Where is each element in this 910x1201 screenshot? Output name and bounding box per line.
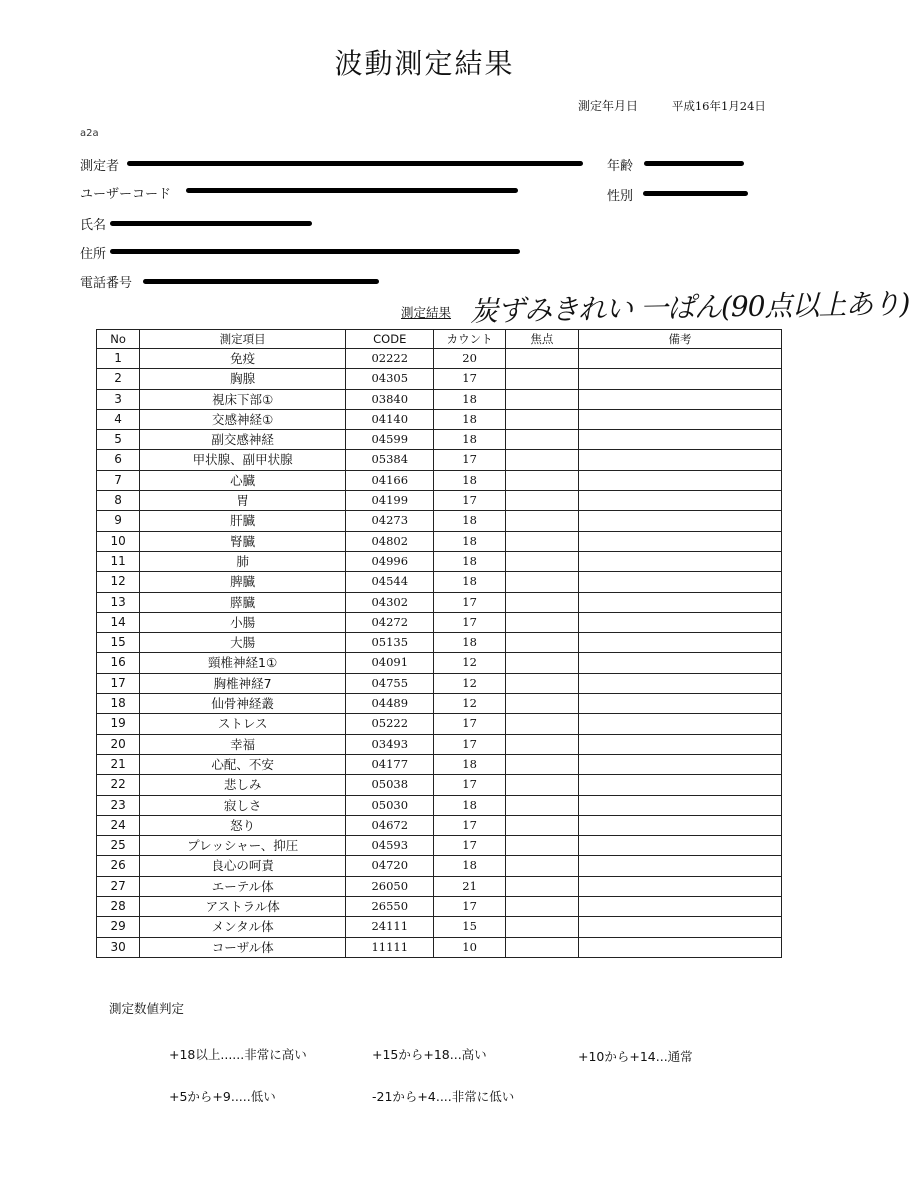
row-no: 18 <box>97 694 140 714</box>
table-row <box>97 714 782 734</box>
row-count: 17 <box>434 612 505 632</box>
row-item: 胃 <box>140 491 346 511</box>
table-row <box>97 491 782 511</box>
row-focus <box>505 592 578 612</box>
table-row <box>97 430 782 450</box>
row-focus <box>505 551 578 571</box>
row-note <box>579 349 782 369</box>
row-focus <box>505 714 578 734</box>
row-note <box>579 491 782 511</box>
table-row <box>97 815 782 835</box>
row-code: 04166 <box>346 470 434 490</box>
row-code: 05222 <box>346 714 434 734</box>
header-note: 備考 <box>579 330 782 349</box>
row-item: 胸腺 <box>140 369 346 389</box>
row-count: 17 <box>434 815 505 835</box>
row-count: 17 <box>434 775 505 795</box>
row-focus <box>505 531 578 551</box>
row-note <box>579 754 782 774</box>
row-code: 03840 <box>346 389 434 409</box>
row-item: 幸福 <box>140 734 346 754</box>
judgement-item: +18以上......非常に高い <box>169 1047 307 1062</box>
row-note <box>579 836 782 856</box>
measurement-date <box>578 97 766 114</box>
table-row <box>97 470 782 490</box>
row-focus <box>505 653 578 673</box>
row-code: 04273 <box>346 511 434 531</box>
table-row <box>97 856 782 876</box>
row-no: 16 <box>97 653 140 673</box>
row-note <box>579 856 782 876</box>
row-item: ストレス <box>140 714 346 734</box>
table-row <box>97 917 782 937</box>
row-focus <box>505 917 578 937</box>
row-code: 04489 <box>346 694 434 714</box>
measurer-label: 測定者 <box>80 159 120 174</box>
age-label: 年齢 <box>607 159 634 174</box>
row-focus <box>505 409 578 429</box>
name-label: 氏名 <box>80 218 107 233</box>
row-focus <box>505 673 578 693</box>
table-row <box>97 450 782 470</box>
small-marking: a2a <box>80 128 99 139</box>
header-count: カウント <box>434 330 505 349</box>
row-item: アストラル体 <box>140 897 346 917</box>
row-count: 18 <box>434 511 505 531</box>
row-note <box>579 430 782 450</box>
header-code: CODE <box>346 330 434 349</box>
row-item: 甲状腺、副甲状腺 <box>140 450 346 470</box>
name-redaction <box>110 221 312 226</box>
row-no: 22 <box>97 775 140 795</box>
page-title: 波動測定結果 <box>334 47 515 80</box>
table-header-row <box>97 330 782 349</box>
row-count: 18 <box>434 430 505 450</box>
row-code: 04599 <box>346 430 434 450</box>
row-focus <box>505 633 578 653</box>
judgement-title: 測定数値判定 <box>109 1001 185 1016</box>
address-label: 住所 <box>80 247 107 262</box>
row-focus <box>505 795 578 815</box>
row-no: 12 <box>97 572 140 592</box>
row-code: 04802 <box>346 531 434 551</box>
row-count: 17 <box>434 897 505 917</box>
row-code: 02222 <box>346 349 434 369</box>
row-no: 25 <box>97 836 140 856</box>
row-no: 8 <box>97 491 140 511</box>
row-no: 30 <box>97 937 140 957</box>
row-focus <box>505 572 578 592</box>
row-no: 2 <box>97 369 140 389</box>
row-no: 24 <box>97 815 140 835</box>
address-redaction <box>110 249 520 254</box>
row-no: 6 <box>97 450 140 470</box>
row-count: 10 <box>434 937 505 957</box>
row-count: 18 <box>434 389 505 409</box>
row-code: 04091 <box>346 653 434 673</box>
row-no: 9 <box>97 511 140 531</box>
row-count: 18 <box>434 856 505 876</box>
result-label: 測定結果 <box>401 305 452 320</box>
row-code: 04593 <box>346 836 434 856</box>
row-no: 5 <box>97 430 140 450</box>
table-row <box>97 592 782 612</box>
row-count: 18 <box>434 754 505 774</box>
row-no: 10 <box>97 531 140 551</box>
row-item: 小腸 <box>140 612 346 632</box>
user-code-label: ユーザーコード <box>80 187 172 202</box>
row-item: コーザル体 <box>140 937 346 957</box>
row-focus <box>505 937 578 957</box>
row-focus <box>505 897 578 917</box>
row-no: 21 <box>97 754 140 774</box>
row-focus <box>505 491 578 511</box>
row-item: 怒り <box>140 815 346 835</box>
row-count: 20 <box>434 349 505 369</box>
table-row <box>97 633 782 653</box>
row-note <box>579 694 782 714</box>
row-focus <box>505 754 578 774</box>
row-focus <box>505 856 578 876</box>
row-code: 04755 <box>346 673 434 693</box>
row-focus <box>505 612 578 632</box>
row-note <box>579 531 782 551</box>
table-row <box>97 551 782 571</box>
row-count: 18 <box>434 470 505 490</box>
row-note <box>579 592 782 612</box>
row-item: 心臓 <box>140 470 346 490</box>
row-count: 12 <box>434 673 505 693</box>
row-code: 05135 <box>346 633 434 653</box>
row-note <box>579 714 782 734</box>
gender-label: 性別 <box>607 189 634 204</box>
row-no: 23 <box>97 795 140 815</box>
row-note <box>579 369 782 389</box>
table-row <box>97 409 782 429</box>
results-table <box>96 329 782 958</box>
row-no: 4 <box>97 409 140 429</box>
row-code: 24111 <box>346 917 434 937</box>
judgement-item: +5から+9.....低い <box>169 1089 276 1104</box>
header-no: No <box>97 330 140 349</box>
row-no: 29 <box>97 917 140 937</box>
row-item: 心配、不安 <box>140 754 346 774</box>
row-no: 20 <box>97 734 140 754</box>
row-note <box>579 633 782 653</box>
row-no: 17 <box>97 673 140 693</box>
row-count: 21 <box>434 876 505 896</box>
row-note <box>579 450 782 470</box>
handwritten-note: 炭ずみきれい 一ぱん(90点以上あり) <box>469 287 910 328</box>
row-code: 04996 <box>346 551 434 571</box>
judgement-item: -21から+4....非常に低い <box>372 1089 515 1104</box>
table-row <box>97 897 782 917</box>
row-count: 18 <box>434 531 505 551</box>
row-focus <box>505 734 578 754</box>
row-count: 18 <box>434 409 505 429</box>
row-item: メンタル体 <box>140 917 346 937</box>
row-item: 胸椎神経7 <box>140 673 346 693</box>
row-item: 寂しさ <box>140 795 346 815</box>
row-no: 3 <box>97 389 140 409</box>
row-item: 交感神経① <box>140 409 346 429</box>
row-note <box>579 897 782 917</box>
row-note <box>579 470 782 490</box>
row-item: 視床下部① <box>140 389 346 409</box>
row-count: 17 <box>434 836 505 856</box>
row-item: 仙骨神経叢 <box>140 694 346 714</box>
row-count: 12 <box>434 694 505 714</box>
date-label: 測定年月日 <box>578 99 639 113</box>
row-item: 膵臓 <box>140 592 346 612</box>
row-code: 05038 <box>346 775 434 795</box>
row-focus <box>505 470 578 490</box>
table-row <box>97 653 782 673</box>
judgement-item: +10から+14...通常 <box>578 1049 693 1064</box>
row-count: 17 <box>434 491 505 511</box>
row-focus <box>505 775 578 795</box>
row-item: 副交感神経 <box>140 430 346 450</box>
row-focus <box>505 511 578 531</box>
table-row <box>97 673 782 693</box>
row-focus <box>505 349 578 369</box>
row-item: エーテル体 <box>140 876 346 896</box>
row-note <box>579 795 782 815</box>
row-no: 19 <box>97 714 140 734</box>
row-count: 18 <box>434 572 505 592</box>
row-note <box>579 653 782 673</box>
row-item: 頸椎神経1① <box>140 653 346 673</box>
row-code: 04177 <box>346 754 434 774</box>
row-item: 大腸 <box>140 633 346 653</box>
row-no: 1 <box>97 349 140 369</box>
row-note <box>579 917 782 937</box>
row-item: 免疫 <box>140 349 346 369</box>
row-item: プレッシャー、抑圧 <box>140 836 346 856</box>
row-code: 26050 <box>346 876 434 896</box>
row-code: 04305 <box>346 369 434 389</box>
header-item: 測定項目 <box>140 330 346 349</box>
row-no: 27 <box>97 876 140 896</box>
row-no: 13 <box>97 592 140 612</box>
row-no: 7 <box>97 470 140 490</box>
table-row <box>97 754 782 774</box>
row-code: 04272 <box>346 612 434 632</box>
row-note <box>579 511 782 531</box>
phone-redaction <box>143 279 379 284</box>
row-item: 肺 <box>140 551 346 571</box>
row-note <box>579 734 782 754</box>
row-count: 17 <box>434 450 505 470</box>
row-item: 肝臓 <box>140 511 346 531</box>
table-row <box>97 572 782 592</box>
row-note <box>579 876 782 896</box>
table-row <box>97 694 782 714</box>
row-code: 04544 <box>346 572 434 592</box>
date-value: 平成16年1月24日 <box>671 99 766 113</box>
row-no: 15 <box>97 633 140 653</box>
row-focus <box>505 389 578 409</box>
row-code: 04140 <box>346 409 434 429</box>
row-code: 26550 <box>346 897 434 917</box>
table-row <box>97 876 782 896</box>
table-row <box>97 369 782 389</box>
table-row <box>97 511 782 531</box>
row-code: 05030 <box>346 795 434 815</box>
row-note <box>579 551 782 571</box>
row-code: 11111 <box>346 937 434 957</box>
row-item: 脾臓 <box>140 572 346 592</box>
row-focus <box>505 430 578 450</box>
row-note <box>579 937 782 957</box>
row-note <box>579 409 782 429</box>
table-row <box>97 531 782 551</box>
row-focus <box>505 450 578 470</box>
row-item: 腎臓 <box>140 531 346 551</box>
user-code-redaction <box>186 188 518 193</box>
age-redaction <box>644 161 744 166</box>
row-item: 良心の呵責 <box>140 856 346 876</box>
row-count: 15 <box>434 917 505 937</box>
measurer-redaction <box>127 161 583 166</box>
row-count: 18 <box>434 551 505 571</box>
row-code: 03493 <box>346 734 434 754</box>
row-count: 17 <box>434 714 505 734</box>
row-note <box>579 389 782 409</box>
row-no: 11 <box>97 551 140 571</box>
row-count: 12 <box>434 653 505 673</box>
table-row <box>97 836 782 856</box>
header-focus: 焦点 <box>505 330 578 349</box>
row-note <box>579 612 782 632</box>
row-no: 14 <box>97 612 140 632</box>
row-count: 18 <box>434 633 505 653</box>
gender-redaction <box>643 191 748 196</box>
row-note <box>579 673 782 693</box>
row-count: 17 <box>434 734 505 754</box>
row-no: 26 <box>97 856 140 876</box>
row-no: 28 <box>97 897 140 917</box>
table-row <box>97 612 782 632</box>
row-code: 04302 <box>346 592 434 612</box>
row-note <box>579 815 782 835</box>
table-row <box>97 795 782 815</box>
table-row <box>97 349 782 369</box>
row-focus <box>505 815 578 835</box>
row-item: 悲しみ <box>140 775 346 795</box>
row-focus <box>505 836 578 856</box>
row-count: 18 <box>434 795 505 815</box>
row-code: 05384 <box>346 450 434 470</box>
judgement-item: +15から+18...高い <box>372 1047 487 1062</box>
phone-label: 電話番号 <box>80 276 133 291</box>
row-note <box>579 572 782 592</box>
table-row <box>97 389 782 409</box>
table-row <box>97 734 782 754</box>
table-row <box>97 937 782 957</box>
row-focus <box>505 876 578 896</box>
row-code: 04672 <box>346 815 434 835</box>
row-note <box>579 775 782 795</box>
row-focus <box>505 369 578 389</box>
table-row <box>97 775 782 795</box>
row-code: 04199 <box>346 491 434 511</box>
row-focus <box>505 694 578 714</box>
row-count: 17 <box>434 592 505 612</box>
row-count: 17 <box>434 369 505 389</box>
row-code: 04720 <box>346 856 434 876</box>
